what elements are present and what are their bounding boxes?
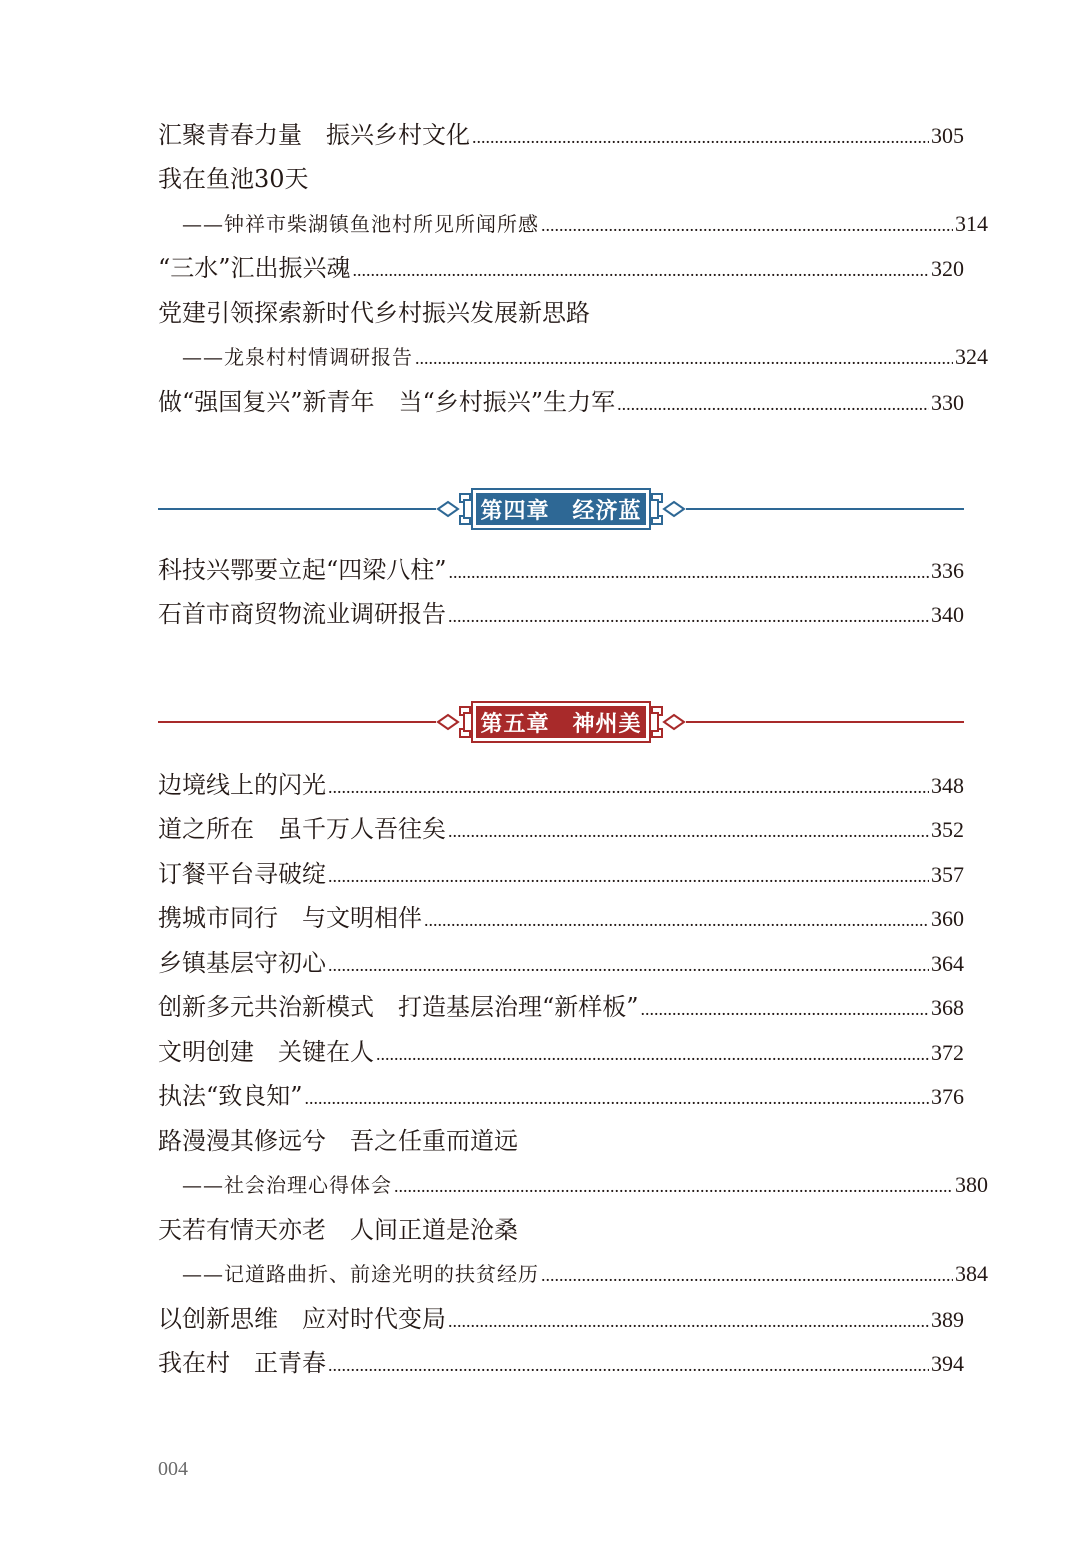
toc-entry[interactable] xyxy=(158,553,964,587)
dot-leader xyxy=(415,341,953,375)
dot-leader xyxy=(424,903,929,937)
entry-title: 订餐平台寻破绽 xyxy=(158,860,326,888)
entry-subtitle: ——钟祥市柴湖镇鱼池村所见所闻所感 xyxy=(182,212,539,236)
entry-title: 科技兴鄂要立起“四梁八柱” xyxy=(158,556,447,584)
toc-entry[interactable] xyxy=(158,251,964,285)
entry-title: 我在村 正青春 xyxy=(158,1349,326,1377)
page-number: 389 xyxy=(931,1307,964,1332)
chapter-badge xyxy=(436,697,686,747)
toc-entry[interactable] xyxy=(158,1124,964,1158)
dot-leader xyxy=(328,770,929,804)
toc-entry[interactable] xyxy=(158,1035,964,1069)
toc-entry[interactable] xyxy=(158,597,964,631)
entry-title: “三水”汇出振兴魂 xyxy=(158,254,351,282)
entry-title: 汇聚青春力量 振兴乡村文化 xyxy=(158,121,470,149)
dot-leader xyxy=(328,1348,929,1382)
entry-title: 执法“致良知” xyxy=(158,1082,303,1110)
dot-leader xyxy=(305,1081,929,1115)
dot-leader xyxy=(472,120,929,154)
entry-title: 边境线上的闪光 xyxy=(158,771,326,799)
chapter-title: 第五章 神州美 xyxy=(480,710,642,737)
page-number: 384 xyxy=(955,1261,988,1286)
page-number: 314 xyxy=(955,211,988,236)
page-number: 360 xyxy=(931,906,964,931)
entry-title: 我在鱼池30天 xyxy=(158,165,309,193)
dot-leader xyxy=(448,599,929,633)
page-number: 364 xyxy=(931,951,964,976)
page-number: 340 xyxy=(931,602,964,627)
toc-entry[interactable] xyxy=(158,901,964,935)
chapter-header-5 xyxy=(158,697,964,747)
page-number: 372 xyxy=(931,1040,964,1065)
toc-entry-subtitle[interactable] xyxy=(158,340,988,374)
page-number: 324 xyxy=(955,344,988,369)
chapter-header-4 xyxy=(158,484,964,534)
page-number: 348 xyxy=(931,773,964,798)
dot-leader xyxy=(376,1037,929,1071)
entry-title: 党建引领探索新时代乡村振兴发展新思路 xyxy=(158,299,590,327)
entry-subtitle: ——社会治理心得体会 xyxy=(182,1173,392,1197)
header-rule-right xyxy=(686,721,964,723)
entry-subtitle: ——龙泉村村情调研报告 xyxy=(182,345,413,369)
dot-leader xyxy=(328,948,929,982)
toc-entry-subtitle[interactable] xyxy=(158,1257,988,1291)
toc-entry[interactable] xyxy=(158,1346,964,1380)
page-number: 368 xyxy=(931,995,964,1020)
header-rule-right xyxy=(686,508,964,510)
entry-title: 创新多元共治新模式 打造基层治理“新样板” xyxy=(158,993,639,1021)
dot-leader xyxy=(541,208,953,242)
toc-entry-subtitle[interactable] xyxy=(158,207,988,241)
toc-entry[interactable] xyxy=(158,990,964,1024)
entry-title: 以创新思维 应对时代变局 xyxy=(158,1305,446,1333)
toc-entry[interactable] xyxy=(158,296,964,330)
entry-title: 石首市商贸物流业调研报告 xyxy=(158,600,446,628)
page-number: 320 xyxy=(931,256,964,281)
toc-entry[interactable] xyxy=(158,1213,964,1247)
entry-title: 携城市同行 与文明相伴 xyxy=(158,904,422,932)
toc-entry[interactable] xyxy=(158,162,964,196)
page-number: 305 xyxy=(931,123,964,148)
page-number: 336 xyxy=(931,558,964,583)
entry-title: 做“强国复兴”新青年 当“乡村振兴”生力军 xyxy=(158,388,616,416)
dot-leader xyxy=(449,555,929,589)
entry-subtitle: ——记道路曲折、前途光明的扶贫经历 xyxy=(182,1262,539,1286)
chapter-badge xyxy=(436,484,686,534)
page-number: 330 xyxy=(931,390,964,415)
entry-title: 文明创建 关键在人 xyxy=(158,1038,374,1066)
dot-leader xyxy=(353,253,929,287)
dot-leader xyxy=(394,1169,953,1203)
dot-leader xyxy=(617,387,929,421)
page-footer-number: 004 xyxy=(158,1458,188,1480)
toc-entry[interactable] xyxy=(158,768,964,802)
toc-entry[interactable] xyxy=(158,1079,964,1113)
toc-entry[interactable] xyxy=(158,1302,964,1336)
toc-entry[interactable] xyxy=(158,857,964,891)
toc-entry[interactable] xyxy=(158,118,964,152)
entry-title: 天若有情天亦老 人间正道是沧桑 xyxy=(158,1216,518,1244)
page-number: 394 xyxy=(931,1351,964,1376)
page-number: 357 xyxy=(931,862,964,887)
entry-title: 路漫漫其修远兮 吾之任重而道远 xyxy=(158,1127,518,1155)
header-rule-left xyxy=(158,721,436,723)
toc-entry[interactable] xyxy=(158,812,964,846)
page-number: 380 xyxy=(955,1172,988,1197)
entry-title: 道之所在 虽千万人吾往矣 xyxy=(158,815,446,843)
toc-entry-subtitle[interactable] xyxy=(158,1168,988,1202)
toc-entry[interactable] xyxy=(158,385,964,419)
page-number: 376 xyxy=(931,1084,964,1109)
dot-leader xyxy=(641,992,929,1026)
dot-leader xyxy=(448,814,929,848)
page-number: 352 xyxy=(931,817,964,842)
dot-leader xyxy=(448,1304,929,1338)
toc-entry[interactable] xyxy=(158,946,964,980)
dot-leader xyxy=(328,859,929,893)
header-rule-left xyxy=(158,508,436,510)
entry-title: 乡镇基层守初心 xyxy=(158,949,326,977)
dot-leader xyxy=(541,1258,953,1292)
chapter-title: 第四章 经济蓝 xyxy=(480,497,642,524)
